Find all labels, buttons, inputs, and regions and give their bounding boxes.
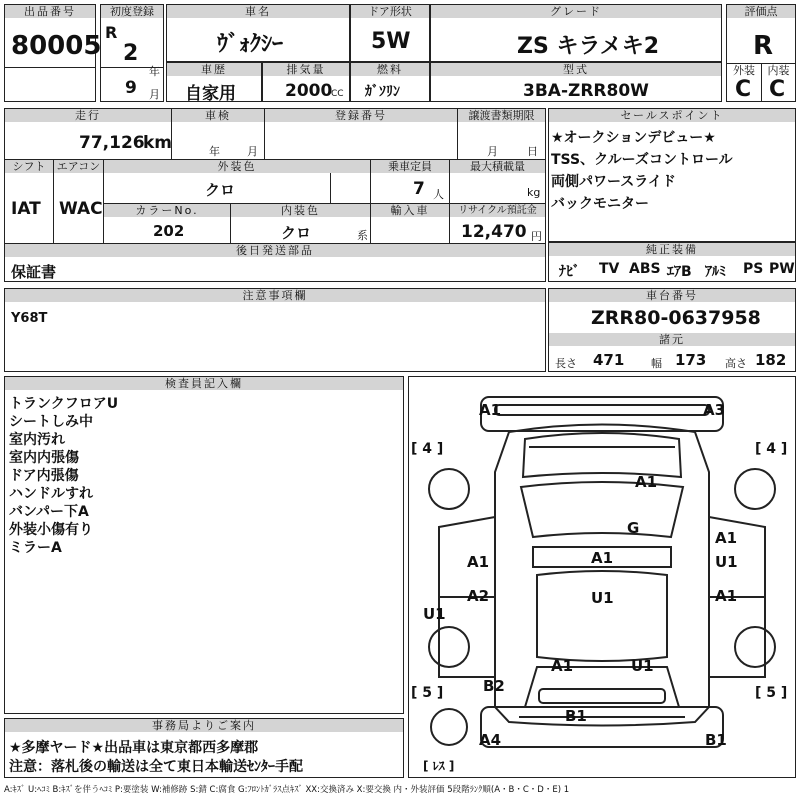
import-label: 輸入車 — [371, 204, 449, 217]
car-diagram — [408, 376, 796, 778]
inspector-line: トランクフロアU — [9, 396, 119, 412]
damage-mark: B1 — [565, 707, 587, 725]
legend: A:ｷｽﾞ U:ﾍｺﾐ B:ｷｽﾞを伴うﾍｺﾐ P:要塗装 W:補修跡 S:錆 C:腐食 G:ﾌﾛﾝﾄｶﾞﾗｽ点ｷｽﾞ XX:交換済み X:要交換 内・外装評価 5段階ﾗﾝｸ順(A・B・C・D・E) 1 — [4, 785, 570, 795]
ext-color: クロ — [205, 181, 236, 199]
inspector-line: 外装小傷有り — [9, 522, 93, 538]
transfer-label: 譲渡書類期限 — [458, 109, 545, 122]
equipment-item: PW — [769, 261, 795, 277]
month-unit: 月 — [149, 88, 160, 101]
tire-front-left: [ 4 ] — [411, 441, 444, 457]
score: R — [753, 31, 774, 61]
office-line: ★多摩ヤード★出品車は東京都西多摩郡 — [9, 740, 259, 756]
length-label: 長さ — [555, 357, 577, 370]
int-label: 内装 — [762, 64, 795, 77]
door-label: ドア形状 — [351, 5, 429, 18]
inspector-box — [4, 376, 404, 714]
color-no: 202 — [153, 222, 185, 240]
grade-box — [430, 4, 722, 62]
height-label: 高さ — [725, 357, 747, 370]
tire-front-right: [ 4 ] — [755, 441, 788, 457]
recycle-fee: 12,470 — [461, 222, 527, 242]
sales-label: セールスポイント — [549, 109, 795, 122]
office-box — [4, 718, 404, 778]
lot-label: 出品番号 — [5, 5, 95, 18]
maxload-unit: kg — [527, 186, 541, 199]
reg-year: 2 — [123, 41, 139, 66]
score-box — [726, 4, 796, 102]
insp-year-unit: 年 — [209, 145, 220, 158]
width-label: 幅 — [651, 357, 662, 370]
inspector-line: シートしみ中 — [9, 414, 93, 430]
transfer-day-unit: 日 — [527, 145, 538, 158]
chassis-box — [548, 288, 796, 372]
equipment-item: ｴｱB — [667, 264, 692, 280]
grade: ZS キラメキ2 — [517, 34, 660, 59]
damage-mark: B2 — [483, 677, 505, 695]
capacity: 7 — [413, 179, 425, 199]
damage-mark: U1 — [423, 605, 446, 623]
chassis-label: 車台番号 — [549, 289, 795, 302]
fuel-label: 燃料 — [351, 63, 429, 76]
year-unit: 年 — [149, 65, 160, 78]
later-parts-label: 後日発送部品 — [5, 244, 545, 257]
history: 自家用 — [185, 84, 236, 104]
history-label: 車歴 — [167, 63, 261, 76]
int-color-label: 内装色 — [231, 204, 370, 217]
first-reg-box — [100, 4, 164, 102]
insp-month-unit: 月 — [247, 145, 258, 158]
office-label: 事務局よりご案内 — [5, 719, 403, 732]
tire-rear-left: [ 5 ] — [411, 685, 444, 701]
displacement-label: 排気量 — [263, 63, 349, 76]
transfer-month-unit: 月 — [487, 145, 498, 158]
inspector-line: 室内汚れ — [9, 432, 65, 448]
car-name: ｳﾞｫｸｼｰ — [217, 32, 284, 57]
inspector-line: 室内内張傷 — [9, 450, 79, 466]
inspection-label: 車検 — [172, 109, 264, 122]
model: 3BA-ZRR80W — [523, 81, 649, 101]
sales-box — [548, 108, 796, 242]
grade-label: グレード — [431, 5, 721, 18]
damage-mark: G — [627, 519, 640, 537]
inspector-line: ハンドルすれ — [9, 486, 93, 502]
inspector-label: 検査員記入欄 — [5, 377, 403, 390]
detail-box — [4, 108, 546, 282]
chassis-number: ZRR80-0637958 — [591, 307, 761, 329]
fuel: ｶﾞｿﾘﾝ — [365, 84, 400, 100]
door-type: 5W — [371, 29, 411, 54]
capacity-unit: 人 — [433, 188, 444, 201]
ext-label: 外装 — [727, 64, 761, 77]
maxload-label: 最大積載量 — [450, 160, 545, 173]
recycle-label: リサイクル預託金 — [450, 204, 545, 217]
equipment-item: ﾅﾋﾞ — [559, 264, 580, 280]
notes-box — [4, 288, 546, 372]
ext-color-label: 外装色 — [104, 160, 370, 173]
inspector-line: ミラーA — [9, 540, 62, 556]
model-box — [430, 62, 722, 102]
equipment-label: 純正装備 — [549, 243, 795, 256]
damage-mark: A3 — [703, 401, 726, 419]
later-parts: 保証書 — [11, 263, 57, 281]
shift-label: シフト — [5, 160, 53, 173]
lot-number: 80005 — [11, 31, 102, 61]
notes-label: 注意事項欄 — [5, 289, 545, 302]
sales-line: バックモニター — [551, 196, 649, 212]
int-color-unit: 系 — [357, 229, 368, 242]
equipment-item: TV — [599, 261, 620, 277]
damage-mark: A1 — [551, 657, 574, 675]
regno-label: 登録番号 — [265, 109, 457, 122]
history-box — [166, 62, 262, 102]
notes-text: Y68T — [11, 311, 48, 326]
mileage-label: 走行 — [5, 109, 171, 122]
sales-line: TSS、クルーズコントロール — [551, 152, 733, 168]
damage-mark: A4 — [479, 731, 502, 749]
damage-mark: U1 — [631, 657, 654, 675]
equipment-box — [548, 242, 796, 282]
inspector-line: バンパー下A — [9, 504, 89, 520]
mileage: 77,126 — [79, 133, 145, 153]
cc-unit: CC — [331, 89, 344, 99]
reg-month: 9 — [125, 78, 137, 98]
spec-label: 諸元 — [549, 333, 795, 346]
color-no-label: カラーNo. — [104, 204, 230, 217]
damage-mark: A1 — [479, 401, 502, 419]
capacity-label: 乗車定員 — [371, 160, 449, 173]
damage-mark: A1 — [467, 553, 490, 571]
damage-mark: A1 — [715, 529, 738, 547]
damage-mark: A1 — [715, 587, 738, 605]
ac-label: エアコン — [54, 160, 103, 173]
spare-tire: [ ﾚｽ ] — [423, 759, 455, 773]
int-color: クロ — [281, 224, 312, 242]
displacement: 2000 — [285, 81, 333, 101]
int-grade: C — [769, 77, 786, 102]
ac-type: WAC — [59, 199, 103, 219]
damage-mark: B1 — [705, 731, 727, 749]
damage-mark: A1 — [591, 549, 614, 567]
width: 173 — [675, 351, 707, 369]
car-name-box — [166, 4, 350, 62]
recycle-unit: 円 — [531, 230, 542, 243]
inspector-line: ドア内張傷 — [9, 468, 79, 484]
era: R — [105, 23, 118, 42]
equipment-item: PS — [743, 261, 764, 277]
tire-rear-right: [ 5 ] — [755, 685, 788, 701]
lot-box — [4, 4, 102, 102]
shift: IAT — [11, 199, 41, 219]
height: 182 — [755, 351, 787, 369]
equipment-item: ｱﾙﾐ — [705, 264, 726, 280]
fuel-box — [350, 62, 430, 102]
office-line: 注意：落札後の輸送は全て東日本輸送ｾﾝﾀｰ手配 — [9, 759, 303, 775]
sales-line: ★オークションデビュー★ — [551, 130, 716, 146]
sales-line: 両側パワースライド — [551, 174, 676, 190]
length: 471 — [593, 351, 625, 369]
car-name-label: 車名 — [167, 5, 349, 18]
first-reg-label: 初度登録 — [101, 5, 163, 18]
model-label: 型式 — [431, 63, 721, 76]
damage-mark: U1 — [591, 589, 614, 607]
damage-mark: A1 — [635, 473, 658, 491]
damage-mark: U1 — [715, 553, 738, 571]
door-box — [350, 4, 430, 62]
car-outline — [409, 377, 795, 777]
displacement-box — [262, 62, 350, 102]
score-label: 評価点 — [727, 5, 795, 18]
ext-grade: C — [735, 77, 752, 102]
km-unit: km — [143, 133, 173, 153]
damage-mark: A2 — [467, 587, 490, 605]
equipment-item: ABS — [629, 261, 661, 277]
